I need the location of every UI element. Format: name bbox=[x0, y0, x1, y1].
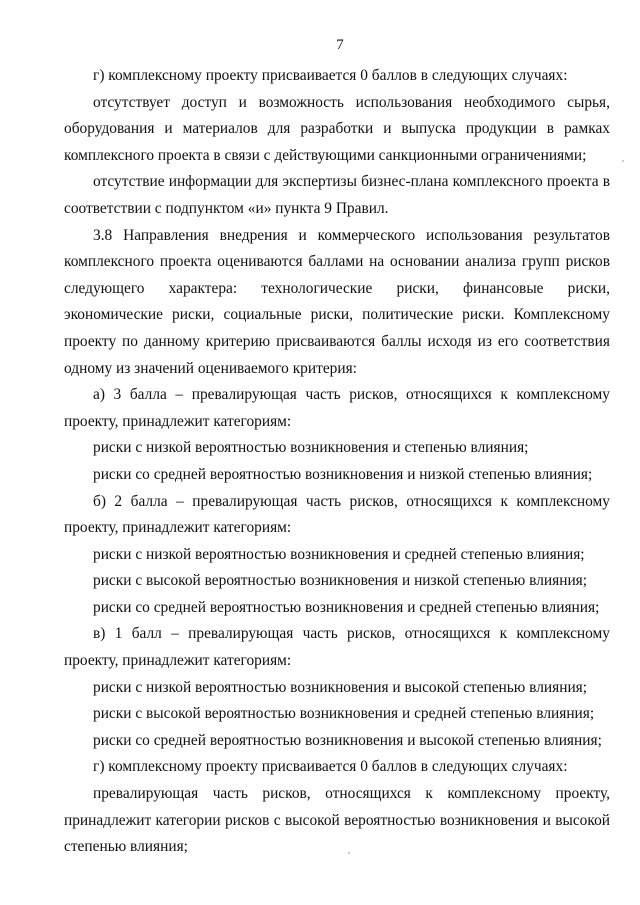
page-body bbox=[64, 63, 610, 861]
paragraph: риски с низкой вероятностью возникновения и средней степенью влияния; bbox=[93, 545, 585, 563]
paragraph: г) комплексному проекту присваивается 0 баллов в следующих случаях: bbox=[93, 67, 568, 84]
paragraph: 3.8 Направления внедрения и коммерческого использования результатов комплексного проекта оцениваются баллами на основании анализа групп рисков следующего характера: технологические риски, финансовые риски, экономические риски, социальные риски, политические риски. Комплексному проекту по данному критерию присваиваются баллы исходя из его соответствия одному из значений оцениваемого критерия: bbox=[64, 226, 610, 377]
paragraph: риски с высокой вероятностью возникновения и низкой степенью влияния; bbox=[93, 572, 588, 590]
paragraph: риски со средней вероятностью возникновения и низкой степенью влияния; bbox=[93, 465, 593, 483]
paragraph: отсутствие информации для экспертизы бизнес-плана комплексного проекта в соответствии с подпунктом «и» пункта 9 Правил. bbox=[64, 173, 610, 217]
paragraph: риски с низкой вероятностью возникновения и степенью влияния; bbox=[93, 439, 529, 457]
paragraph: а) 3 балла – превалирующая часть рисков, относящихся к комплексному проекту, принадлежит категориям: bbox=[64, 386, 610, 430]
paragraph: превалирующая часть рисков, относящихся к комплексному проекту, принадлежит категории рисков с высокой вероятностью возникновения и высокой степенью влияния; bbox=[64, 785, 610, 856]
scan-speck bbox=[622, 160, 624, 162]
paragraph: отсутствует доступ и возможность использования необходимого сырья, оборудования и материалов для разработки и выпуска продукции в рамках комплексного проекта в связи с действующими санкционными ограничениями; bbox=[64, 93, 610, 164]
scan-speck bbox=[348, 852, 350, 854]
paragraph: б) 2 балла – превалирующая часть рисков, относящихся к комплексному проекту, принадлежит категориям: bbox=[64, 492, 610, 537]
paragraph: риски с высокой вероятностью возникновения и средней степенью влияния; bbox=[93, 705, 595, 723]
paragraph: г) комплексному проекту присваивается 0 баллов в следующих случаях: bbox=[93, 758, 568, 776]
paragraph: риски с низкой вероятностью возникновения и высокой степенью влияния; bbox=[93, 678, 588, 696]
paragraph: в) 1 балл – превалирующая часть рисков, относящихся к комплексному проекту, принадлежит категориям: bbox=[64, 625, 610, 670]
paragraph: риски со средней вероятностью возникновения и средней степенью влияния; bbox=[93, 598, 600, 616]
paragraph: риски со средней вероятностью возникновения и высокой степенью влияния; bbox=[93, 731, 602, 749]
page-number: 7 bbox=[336, 37, 344, 53]
